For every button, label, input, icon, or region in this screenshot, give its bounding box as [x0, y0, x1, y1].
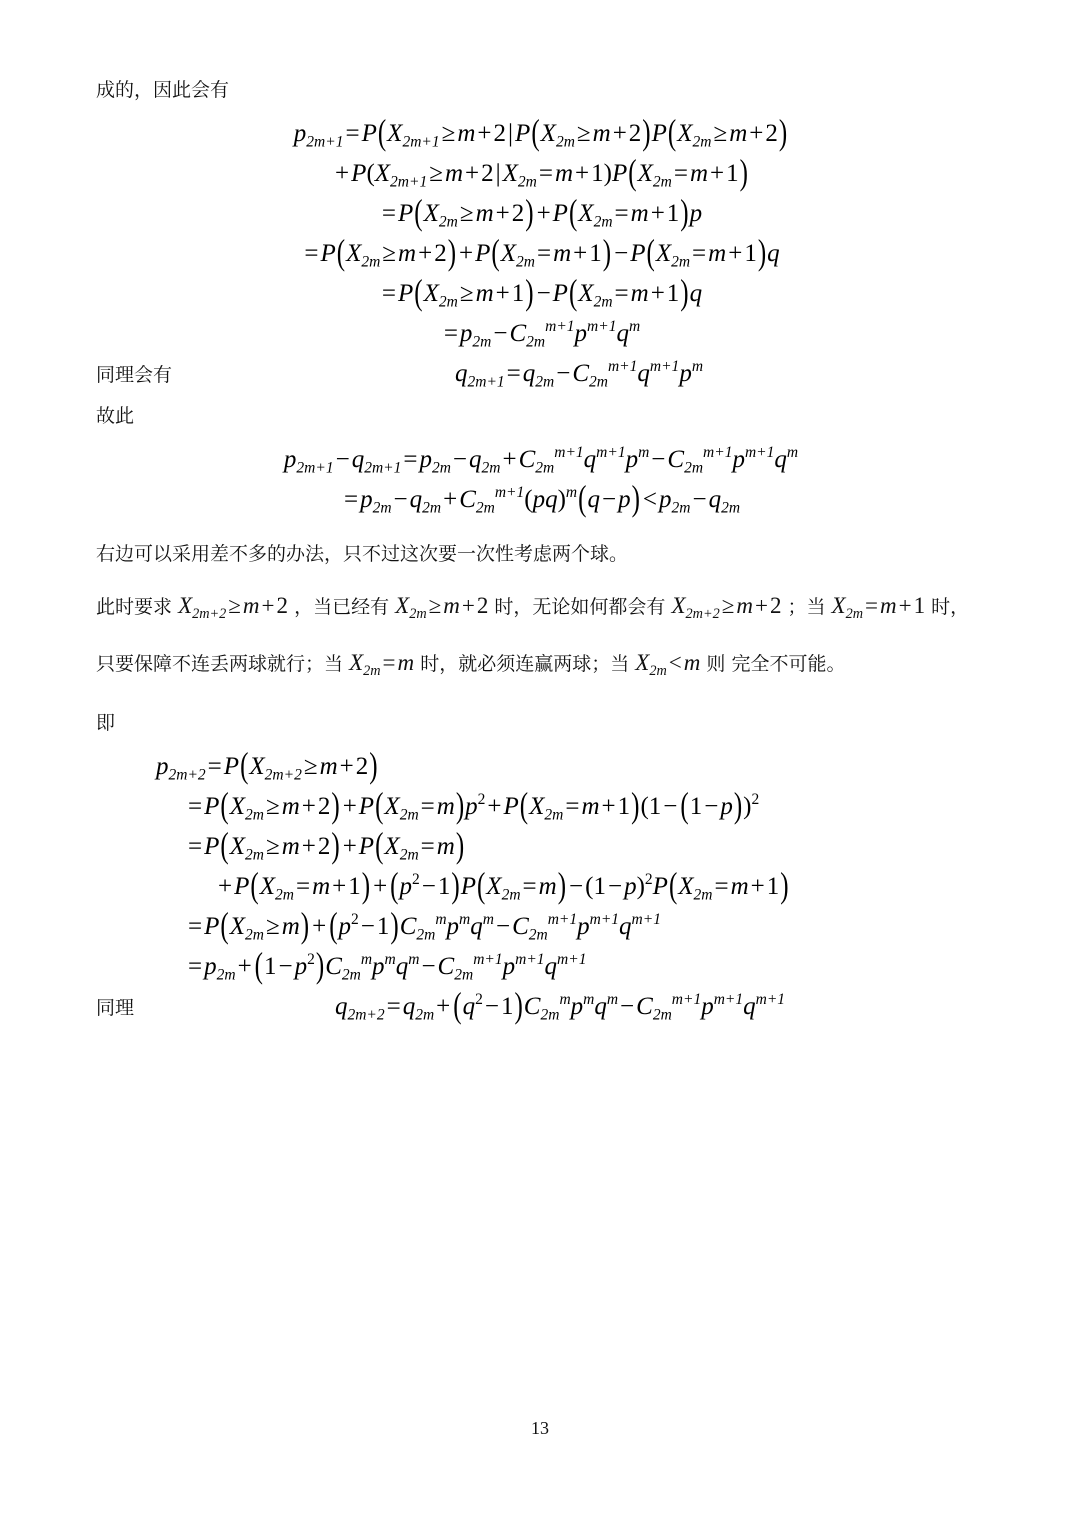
- page-content: [96, 72, 986, 1026]
- inline-equation: $X_{2m+2}\ge m+2$: [178, 593, 289, 623]
- text-segment: 时，只要保障不连丢两球就行；当: [96, 596, 970, 675]
- label-tongli: 同理: [96, 997, 135, 1020]
- row-tongli: [96, 986, 986, 1026]
- text-segment: 时，就必须连赢两球；当: [420, 652, 630, 675]
- equation-line: $=p_{2m}-C_{2m}^{m+1}p^{m+1}q^m$: [443, 318, 641, 351]
- equation-line: $=p_{2m}-q_{2m}+C_{2m}^{m+1}(pq)^m(q-p) <p_{2m}-q_{2m}$: [343, 479, 741, 520]
- inline-equation: $X_{2m}\ge m+2$: [395, 593, 489, 623]
- equation-line: $=P(X_{2m}\ge m+2) +P(X_{2m}=m)p^2+P(X_{2m}=m+1)(1- (1-p))^2$: [188, 786, 760, 826]
- label-tongli-hui-you: 同理会有: [96, 364, 173, 387]
- equation-group-p2m1: [96, 113, 986, 351]
- equation-line: $=P(X_{2m}\ge m+2) +P(X_{2m}=m+1)p$: [381, 193, 703, 233]
- label-ji: 即: [96, 711, 116, 734]
- inline-equation: $X_{2m}=m$: [349, 649, 415, 679]
- text-segment: ；当: [787, 596, 826, 619]
- text-segment: ，当已经有: [294, 596, 390, 619]
- page-number: 13: [531, 1418, 549, 1438]
- text-segment: 则: [706, 652, 726, 675]
- text-segment: 时，无论如何都会有: [494, 596, 666, 619]
- equation-line: $+P(X_{2m}=m+1) + (p^2-1)P(X_{2m}=m) -(1-p)^2P(X_{2m}=m+1)$: [218, 866, 789, 906]
- paragraph-condition: [96, 578, 986, 691]
- paragraph-intro: 成的，因此会有: [96, 79, 230, 101]
- equation-line: $=P(X_{2m}\ge m) + (p^2-1)C_{2m}^mp^mq^m-C_{2m}^{m+1}p^{m+1}q^{m+1}$: [188, 906, 661, 946]
- equation-line: $+P(X_{2m+1}\ge m+2|X_{2m}=m+1)P(X_{2m}=m+1)$: [335, 153, 748, 193]
- row-tongli-hui-you: [96, 358, 986, 391]
- equation-group-difference: [96, 444, 986, 520]
- equation-q2m2: $q_{2m+2}=q_{2m}+ (q^2-1)C_{2m}^mp^mq^m-C_{2m}^{m+1}p^{m+1}q^{m+1}$: [334, 986, 786, 1026]
- equation-line: $p_{2m+1}-q_{2m+1}=p_{2m}-q_{2m}+C_{2m}^{m+1}q^{m+1}p^m-C_{2m}^{m+1}p^{m+1}q^m$: [283, 444, 799, 477]
- equation-group-p2m2: [96, 746, 986, 986]
- equation-line: $=P(X_{2m}\ge m+1) -P(X_{2m}=m+1)q$: [381, 273, 703, 313]
- equation-line: $p_{2m+2}=P(X_{2m+2}\ge m+2)$: [156, 746, 378, 786]
- inline-equation: $X_{2m+2}\ge m+2$: [671, 593, 782, 623]
- equation-line: $p_{2m+1}=P(X_{2m+1}\ge m+2|P(X_{2m}\ge m+2)P(X_{2m}\ge m+2)$: [293, 113, 788, 153]
- inline-equation: $X_{2m}<m$: [635, 649, 701, 679]
- text-segment: 此时要求: [96, 596, 173, 619]
- equation-line: $=P(X_{2m}\ge m+2) +P(X_{2m}=m)$: [188, 826, 465, 866]
- label-guci: 故此: [96, 405, 135, 428]
- equation-line: $=P(X_{2m}\ge m+2) +P(X_{2m}=m+1) -P(X_{2m}=m+1)q$: [304, 233, 780, 273]
- paragraph-right-side: 右边可以采用差不多的办法，只不过这次要一次性考虑两个球。: [96, 543, 629, 566]
- equation-q2m1: $q_{2m+1}=q_{2m}-C_{2m}^{m+1}q^{m+1}p^m$: [454, 358, 704, 391]
- equation-line: $=p_{2m}+ (1-p^2)C_{2m}^mp^mq^m-C_{2m}^{m+1}p^{m+1}q^{m+1}$: [188, 946, 587, 986]
- inline-equation: $X_{2m}=m+1$: [831, 593, 926, 623]
- text-segment: 完全不可能。: [731, 652, 846, 675]
